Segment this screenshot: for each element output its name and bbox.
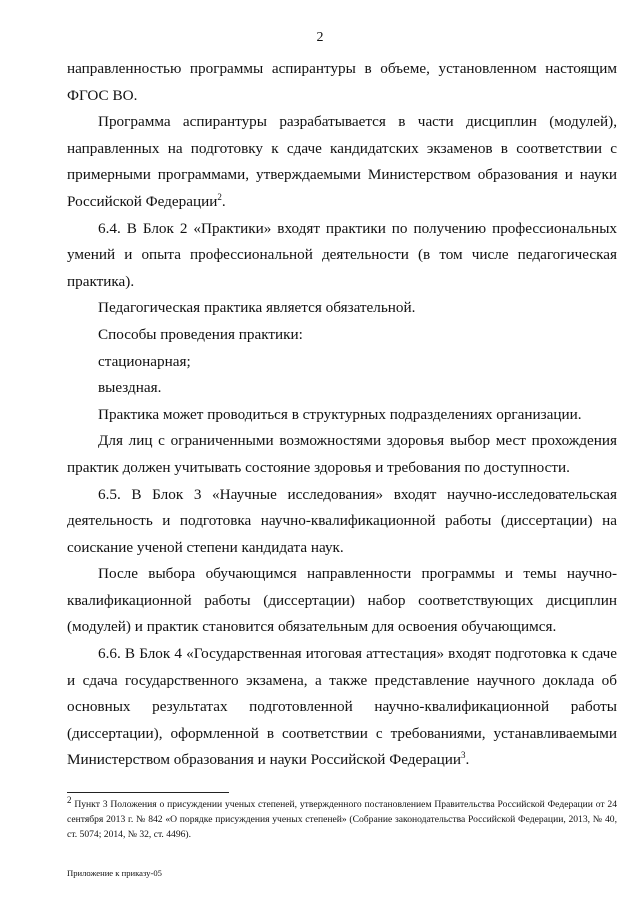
paragraph: Практика может проводиться в структурных подразделениях организации.	[98, 405, 582, 423]
paragraph: Программа аспирантуры разрабатывается в части дисциплин (модулей), направленных на подготовку к сдаче кандидатских экзаменов в соответствии с примерными программами, утверждаемыми Министерством образования и науки Российской Федерации$^2$.	[67, 113, 617, 210]
footnote-ref: 2	[217, 191, 222, 202]
paragraph: Педагогическая практика является обязательной.	[98, 299, 416, 317]
paragraph: 6.6. В Блок 4 «Государственная итоговая аттестация» входят подготовка к сдаче и сдача государственного экзамена, а также представление научного доклада об основных результатах подготовленной научно-квалификационной работы (диссертации), оформленной в соответствии с требованиями, устанавливаемыми Министерством образования и науки Российской Федерации$^3$.	[67, 645, 617, 769]
paragraph: направленностью программы аспирантуры в объеме, установленном настоящим ФГОС ВО.	[67, 60, 617, 104]
paragraph: стационарная;	[98, 352, 191, 370]
footnote-mark: 2	[67, 794, 72, 805]
document-body	[67, 56, 617, 774]
paragraph: После выбора обучающимся направленности программы и темы научно-квалификационной работы (диссертации) набор соответствующих дисциплин (модулей) и практик становится обязательным для освоения обучающимся.	[67, 565, 617, 636]
paragraph: Для лиц с ограниченными возможностями здоровья выбор мест прохождения практик должен учитывать состояние здоровья и требования по доступности.	[67, 432, 617, 476]
paragraph: 6.4. В Блок 2 «Практики» входят практики по получению профессиональных умений и опыта профессиональной деятельности (в том числе педагогическая практика).	[67, 219, 617, 290]
paragraph: Способы проведения практики:	[98, 325, 303, 343]
footnote: $^2$ Пункт 3 Положения о присуждении ученых степеней, утвержденного постановлением Правительства Российской Федерации от 24 сентября 2013 г. № 842 «О порядке присуждения ученых степеней» (Собрание законодательства Российской Федерации, 2013, № 40, ст. 5074; 2014, № 32, ст. 4496).	[67, 794, 617, 840]
page-number: 2	[316, 30, 324, 45]
paragraph: выездная.	[98, 379, 162, 397]
footnote-divider	[67, 792, 229, 793]
page-footer: Приложение к приказу-05	[67, 868, 162, 878]
paragraph: 6.5. В Блок 3 «Научные исследования» входят научно-исследовательская деятельность и подготовка научно-квалификационной работы (диссертации) на соискание ученой степени кандидата наук.	[67, 485, 617, 556]
footnotes	[67, 794, 617, 842]
footnote-ref: 3	[460, 750, 466, 761]
